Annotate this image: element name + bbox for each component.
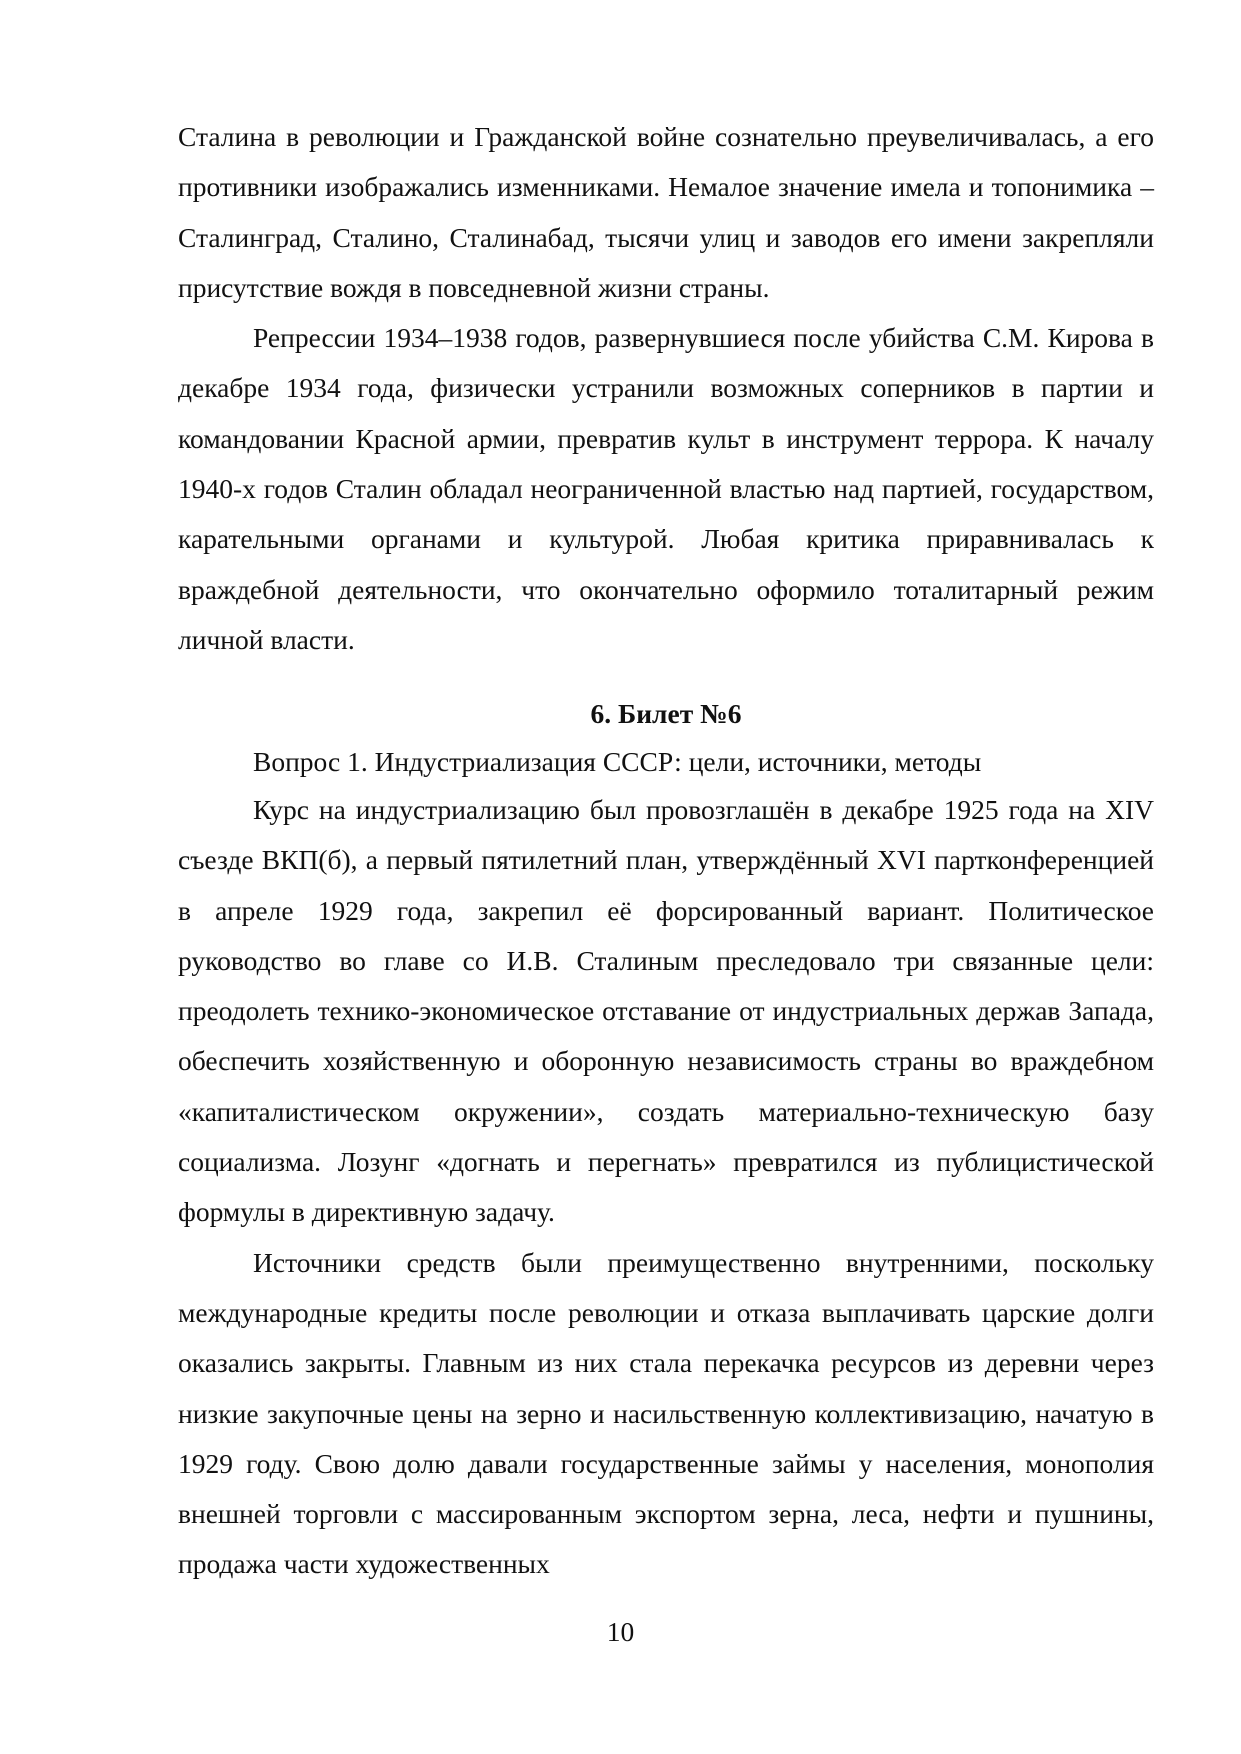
text-block-bottom (178, 785, 1154, 1590)
section-heading: 6. Билет №6 (590, 698, 742, 729)
paragraph-industrialization-goals: Курс на индустриализацию был провозглашён в декабре 1925 года на XIV съезде ВКП(б), а первый пятилетний план, утверждённый XVI партконференцией в апреле 1929 года, закрепил её форсированный вариант. Политическое руководство во главе со И.В. Сталиным преследовало три связанные цели: преодолеть технико-экономическое отставание от индустриальных держав Запада, обеспечить хозяйственную и оборонную независимость страны во враждебном «капиталистическом окружении», создать материально-техническую базу социализма. Лозунг «догнать и перегнать» превратился из публицистической формулы в директивную задачу. (178, 794, 1154, 1228)
text-block-top (178, 112, 1154, 665)
paragraph-industrialization-sources: Источники средств были преимущественно внутренними, поскольку международные кредиты после революции и отказа выплачивать царские долги оказались закрыты. Главным из них стала перекачка ресурсов из деревни через низкие закупочные цены на зерно и насильственную коллективизацию, начатую в 1929 году. Свою долю давали государственные займы у населения, монополия внешней торговли с массированным экспортом зерна, леса, нефти и пушнины, продажа части художественных (178, 1246, 1154, 1580)
question-line: Вопрос 1. Индустриализация СССР: цели, источники, методы (253, 746, 982, 777)
paragraph-repressions: Репрессии 1934–1938 годов, развернувшиеся после убийства С.М. Кирова в декабре 1934 года, физически устранили возможных соперников в партии и командовании Красной армии, превратив культ в инструмент террора. К началу 1940-х годов Сталин обладал неограниченной властью над партией, государством, карательными органами и культурой. Любая критика приравнивалась к враждебной деятельности, что окончательно оформило тоталитарный режим личной власти. (178, 322, 1154, 655)
page-number: 10 (606, 1616, 635, 1647)
paragraph-continuation: Сталина в революции и Гражданской войне сознательно преувеличивалась, а его противники изображались изменниками. Немалое значение имела и топонимика – Сталинград, Сталино, Сталинабад, тысячи улиц и заводов его имени закрепляли присутствие вождя в повседневной жизни страны. (178, 121, 1154, 303)
